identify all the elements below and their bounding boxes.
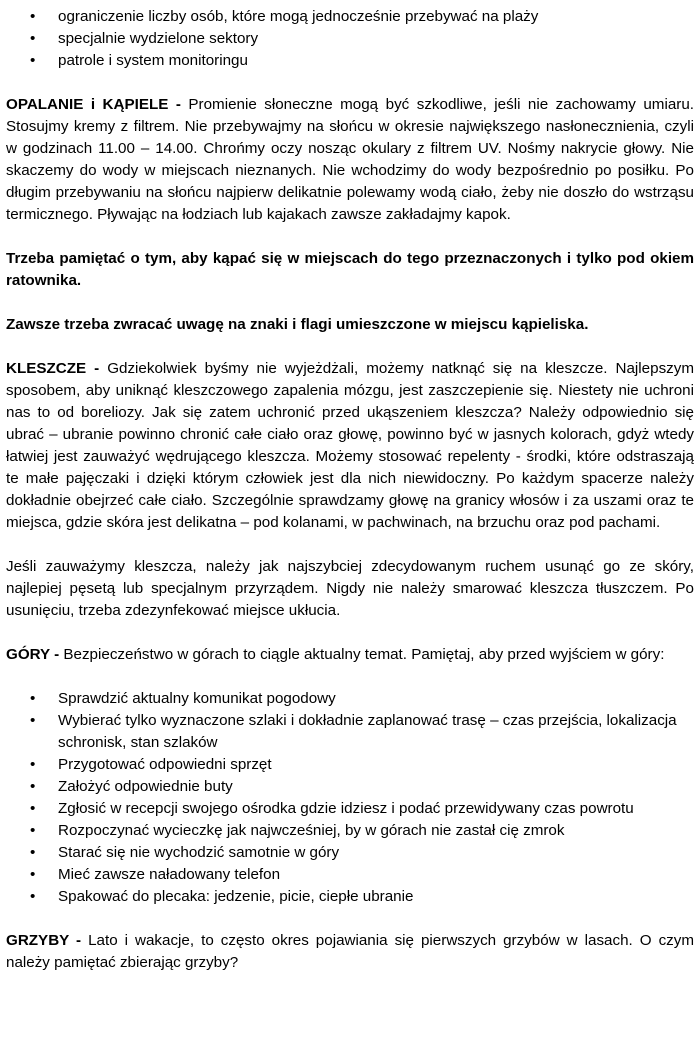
list-item: • Sprawdzić aktualny komunikat pogodowy (6, 688, 694, 710)
beach-safety-list (6, 6, 694, 72)
section-opalanie (6, 94, 694, 226)
section-heading: KLESZCZE - (6, 360, 108, 377)
list-item: • Spakować do plecaka: jedzenie, picie, ciepłe ubranie (6, 886, 694, 908)
list-item: • Przygotować odpowiedni sprzęt (6, 754, 694, 776)
section-gory (6, 644, 694, 666)
list-item: • Mieć zawsze naładowany telefon (6, 864, 694, 886)
list-item: • Wybierać tylko wyznaczone szlaki i dokładnie zaplanować trasę – czas przejścia, lokalizacja schronisk, stan szlaków (6, 710, 694, 754)
notice-lifeguard: Trzeba pamiętać o tym, aby kąpać się w miejscach do tego przeznaczonych i tylko pod okiem ratownika. (6, 250, 694, 289)
section-grzyby (6, 930, 694, 974)
section-text: Gdziekolwiek byśmy nie wyjeżdżali, możemy natknąć się na kleszcze. Najlepszym sposobem, aby uniknąć kleszczowego zapalenia mózgu, jest zaszczepienie się. Niestety nie uchroni nas to od boreliozy. Jak się zatem uchronić przed ukąszeniem kleszcza? Należy odpowiednio się ubrać – ubranie powinno chronić całe ciało oraz głowę, powinno być w jasnych kolorach, gdyż wtedy łatwiej jest zauważyć wędrującego kleszcza. Możemy stosować repelenty - środki, które odstraszają te małe pajęczaki i dzięki którym człowiek jest dla nich niewidoczny. Po każdym spacerze należy dokładnie obejrzeć całe ciało. Szczególnie sprawdzamy głowę na granicy włosów i za uszami oraz te miejsca, gdzie skóra jest delikatna – pod kolanami, w pachwinach, na brzuchu oraz pod pachami. (6, 360, 694, 531)
list-item: • patrole i system monitoringu (6, 50, 694, 72)
list-item: • specjalnie wydzielone sektory (6, 28, 694, 50)
list-item: • Założyć odpowiednie buty (6, 776, 694, 798)
section-text: Lato i wakacje, to często okres pojawiania się pierwszych grzybów w lasach. O czym należy pamiętać zbierając grzyby? (6, 932, 694, 971)
list-item: • Starać się nie wychodzić samotnie w góry (6, 842, 694, 864)
mountain-checklist (6, 688, 694, 908)
section-text: Bezpieczeństwo w górach to ciągle aktualny temat. Pamiętaj, aby przed wyjściem w góry: (63, 646, 665, 663)
section-heading: OPALANIE i KĄPIELE - (6, 96, 189, 113)
list-item: • Rozpoczynać wycieczkę jak najwcześniej, by w górach nie zastał cię zmrok (6, 820, 694, 842)
list-item: • Zgłosić w recepcji swojego ośrodka gdzie idziesz i podać przewidywany czas powrotu (6, 798, 694, 820)
section-kleszcze (6, 358, 694, 534)
notice-flags: Zawsze trzeba zwracać uwagę na znaki i flagi umieszczone w miejscu kąpieliska. (6, 316, 589, 333)
section-heading: GRZYBY - (6, 932, 89, 949)
section-heading: GÓRY - (6, 646, 64, 663)
section-text: Promienie słoneczne mogą być szkodliwe, jeśli nie zachowamy umiaru. Stosujmy kremy z filtrem. Nie przebywajmy na słońcu w okresie największego nasłonecznienia, czyli w godzinach 11.00 – 14.00. Chrońmy oczy nosząc okulary z filtrem UV. Nośmy nakrycie głowy. Nie skaczemy do wody w miejscach nieznanych. Nie wchodzimy do wody bezpośrednio po posiłku. Po długim przebywaniu na słońcu najpierw delikatnie polewamy wodą ciało, żeby nie doszło do wstrząsu termicznego. Pływając na łodziach lub kajakach zawsze zakładajmy kapok. (6, 96, 695, 223)
list-item: • ograniczenie liczby osób, które mogą jednocześnie przebywać na plaży (6, 6, 694, 28)
section-kleszcze-removal: Jeśli zauważymy kleszcza, należy jak najszybciej zdecydowanym ruchem usunąć go ze skóry, najlepiej pęsetą lub specjalnym przyrządem. Nigdy nie należy smarować kleszcza tłuszczem. Po usunięciu, trzeba zdezynfekować miejsce ukłucia. (6, 558, 694, 619)
